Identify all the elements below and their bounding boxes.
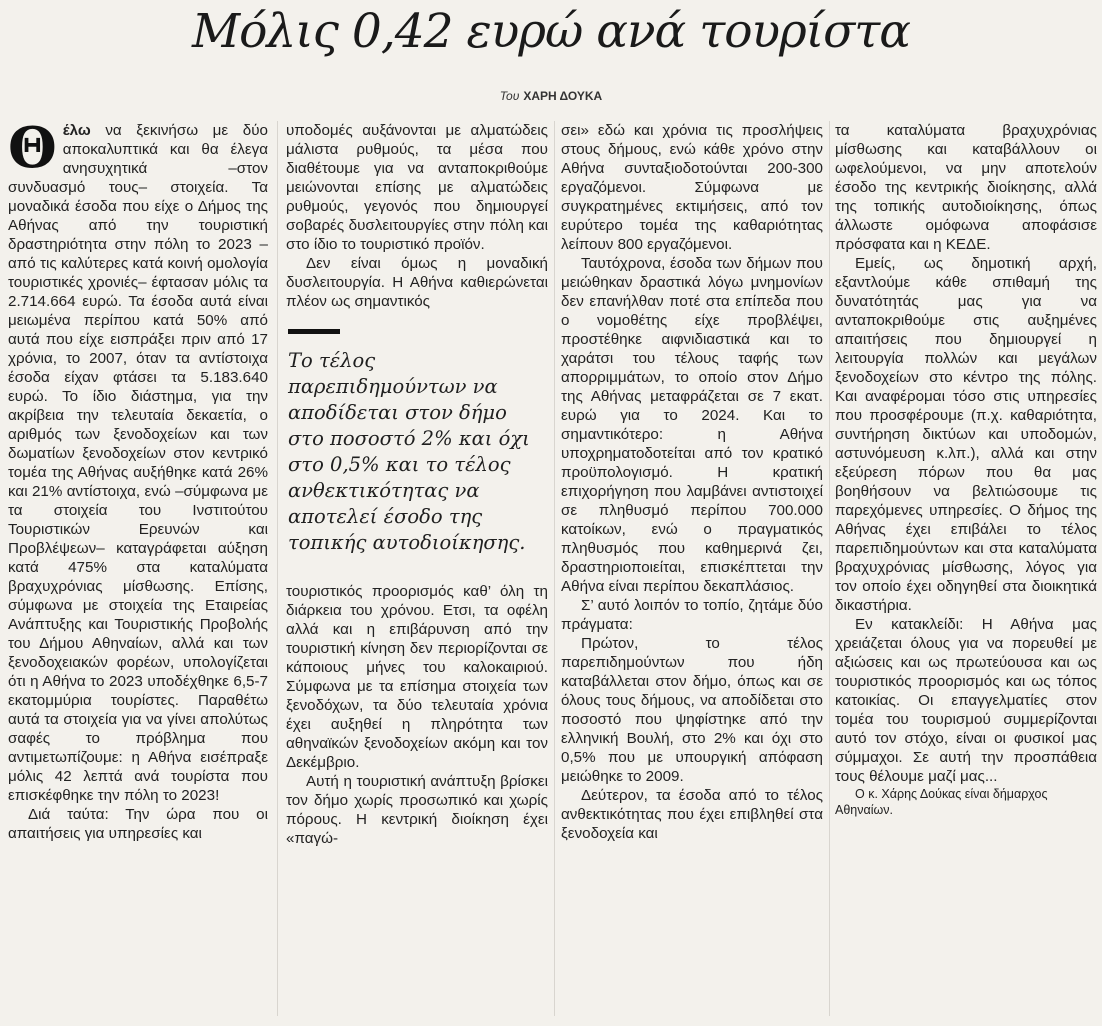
byline-prefix: Του — [499, 89, 520, 103]
article-paragraph — [8, 115, 268, 805]
article-column-2 — [286, 121, 548, 1021]
article-paragraph: Δεύτερον, τα έσοδα από το τέλος ανθεκτικότητας που έχει επιβληθεί στα ξενοδοχεία και — [561, 787, 823, 842]
article-paragraph: Εμείς, ως δημοτική αρχή, εξαντλούμε κάθε σπιθαμή της δυνατότητάς μας για να ανταποκριθούμε στις αυξημένες απαιτήσεις που δημιουργεί η λειτουργία πολλών και μεγάλων ξενοδοχείων στο κέντρο της πόλης. Και αναφέρομαι τόσο στις υπηρεσίες που προσφέρουμε (π.χ. καθαριότητα, συντήρηση δικτύων και υποδομών, αστυνόμευση κ.λπ.), αλλά και στην εξεύρεση πόρων που θα μας βοηθήσουν να βελτιώσουμε τις παρεχόμενες υπηρεσίες. Ο δήμος της Αθήνας έχει επιβάλει το τέλος παρεπιδημούντων και στα καταλύματα βραχυχρόνιας μίσθωσης, λόγος για τον οποίο έχει οδηγηθεί στα διοικητικά δικαστήρια. — [835, 255, 1097, 614]
article-paragraph: υποδομές αυξάνονται με αλματώδεις μάλιστα ρυθμούς, τα μέσα που διαθέτουμε για να ανταποκριθούμε μειώνονται επίσης με αλματώδεις ρυθμούς, γεγονός που δημιουργεί σοβαρές δυσλειτουργίες στην πόλη και στο ίδιο το τουριστικό προϊόν. — [286, 122, 548, 253]
article-paragraph: Ταυτόχρονα, έσοδα των δήμων που μειώθηκαν δραστικά λόγω μνημονίων δεν επανήλθαν ποτέ στα επίπεδα που ο νομοθέτης είχε προβλέψει, προστέθηκε αιφνιδιαστικά και το χαράτσι του τέλους ταφής των απορριμμάτων, το οποίο στον Δήμο της Αθήνας μεταφράζεται σε 7 εκατ. ευρώ για το 2024. Και το σημαντικότερο: η Αθήνα υποχρηματοδοτείται από τον κρατικό προϋπολογισμό. Η κρατική επιχορήγηση που λαμβάνει αντιστοιχεί σε πληθυσμό περίπου 700.000 κατοίκων, ενώ ο πραγματικός πληθυσμός που καθημερινά ζει, δραστηριοποιείται, επισκέπτεται την Αθήνα είναι περίπου δεκαπλάσιος. — [561, 255, 823, 595]
article-paragraph: Σ’ αυτό λοιπόν το τοπίο, ζητάμε δύο πράγματα: — [561, 597, 823, 633]
author-bio: Ο κ. Χάρης Δούκας είναι δήμαρχος Αθηναίων. — [835, 787, 1048, 817]
headline: Μόλις 0,42 ευρώ ανά τουρίστα — [192, 4, 910, 59]
column-divider — [829, 121, 830, 1016]
article-column-4 — [835, 121, 1097, 1021]
column-divider — [554, 121, 555, 1016]
pull-quote-rule — [288, 329, 340, 334]
article-paragraph: Αυτή η τουριστική ανάπτυξη βρίσκει τον δήμο χωρίς προσωπικό και χωρίς πόρους. Η κεντρική διοίκηση έχει «παγώ- — [286, 773, 548, 847]
drop-cap: Θ — [8, 115, 57, 181]
paragraph-text: να ξεκινήσω με δύο αποκαλυπτικά και θα έλεγα ανησυχητικά –στον συνδυασμό τους– στοιχεία. Τα μοναδικά έσοδα που είχε ο Δήμος της Αθήνας από την τουριστική δραστηριότητα στην πόλη το 2023 –από τις καλύτερες κατά κοινή ομολογία τουριστικές χρονιές– έφτασαν μόλις τα 2.714.664 ευρώ. Τα έσοδα αυτά είναι μειωμένα περίπου κατά 50% από αυτά που είχε εισπράξει πριν από 17 χρόνια, το 2007, όταν τα αντίστοιχα έσοδα είχαν φτάσει τα 5.183.640 ευρώ. Το ίδιο διάστημα, για την ακρίβεια την τελευταία δεκαετία, ο αριθμός των ξενοδοχείων και των δωματίων ξενοδοχείων στον κεντρικό τομέα της Αθήνας αυξήθηκε κατά 26% και 21% αντίστοιχα, ενώ –σύμφωνα με τα στοιχεία του Ινστιτούτου Τουριστικών Ερευνών και Προβλέψεων– καταγράφεται αύξηση κατά 475% στα καταλύματα βραχυχρόνιας μίσθωσης. Επίσης, σύμφωνα με στοιχεία της Εταιρείας Ανάπτυξης και Τουριστικής Προβολής του Δήμου Αθηναίων, αλλά και των ξενοδοχειακών φορέων, υπολογίζεται ότι η Αθήνα το 2023 υποδέχθηκε 6,5-7 εκατομμύρια τουρίστες. Παραθέτω αυτά τα στοιχεία για να γίνει απολύτως σαφές το πρόβλημα που αντιμετωπίζουμε: η Αθήνα εισέπραξε μόλις 42 λεπτά ανά τουρίστα που επισκέφθηκε την πόλη το 2023! — [8, 122, 268, 804]
byline — [0, 89, 1102, 103]
lead-in-word: έλω — [62, 122, 91, 139]
pull-quote: Το τέλος παρεπιδημούντων να αποδίδεται στον δήμο στο ποσοστό 2% και όχι στο 0,5% και το τέλος ανθεκτικότητας να αποτελεί έσοδο της τοπικής αυτοδιοίκησης. — [288, 349, 530, 554]
article-paragraph: Πρώτον, το τέλος παρεπιδημούντων που ήδη καταβάλλεται στον δήμο, όπως και σε όλους τους δήμους, να αποδίδεται στο ποσοστό που ψηφίστηκε από την ελληνική Βουλή, στο 2% και όχι στο 0,5% που με υπουργική απόφαση μειώθηκε το 2009. — [561, 635, 823, 785]
article-paragraph: Δεν είναι όμως η μοναδική δυσλειτουργία. Η Αθήνα καθιερώνεται πλέον ως σημαντικός — [286, 255, 548, 310]
article-column-1 — [8, 115, 268, 1021]
byline-author: ΧΑΡΗ ΔΟΥΚΑ — [523, 89, 603, 103]
article-paragraph: Εν κατακλείδι: Η Αθήνα μας χρειάζεται όλους για να πορευθεί με αξιώσεις και ως πρωτεύουσα και ως τουριστικός προορισμός και ως τόπος κατοικίας. Οι επαγγελματίες στον τομέα του τουρισμού συμμερίζονται αυτό τον στόχο, είναι οι φυσικοί μας σύμμαχοι. Σε αυτή την προσπάθεια τους θέλουμε μαζί μας... — [835, 616, 1097, 785]
article-paragraph: τα καταλύματα βραχυχρόνιας μίσθωσης και καταβάλλουν οι ωφελούμενοι, να μην αποτελούν έσοδο της κεντρικής διοίκησης, αλλά της τοπικής αυτοδιοίκησης, όπως άλλωστε ομόφωνα αποφάσισε πρόσφατα και η ΚΕΔΕ. — [835, 122, 1097, 253]
column-divider — [277, 121, 278, 1016]
article-column-3 — [561, 121, 823, 1021]
article-paragraph: τουριστικός προορισμός καθ’ όλη τη διάρκεια του χρόνου. Ετσι, τα οφέλη αλλά και η επιβάρυνση από την τουριστική κίνηση δεν περιορίζονται σε κάποιους μήνες του καλοκαιριού. Σύμφωνα με τα επίσημα στοιχεία των ξενοδόχων, τα δύο τελευταία χρόνια έχει αυξηθεί η πληρότητα των αθηναϊκών ξενοδοχείων ακόμη και τον Δεκέμβριο. — [286, 583, 548, 771]
article-paragraph: σει» εδώ και χρόνια τις προσλήψεις στους δήμους, ενώ κάθε χρόνο στην Αθήνα συνταξιοδοτούνται 200-300 εργαζόμενοι. Σύμφωνα με συγκρατημένες εκτιμήσεις, από τον ευρύτερο τομέα της καθαριότητας λείπουν 800 εργαζόμενοι. — [561, 122, 823, 253]
article-paragraph: Διά ταύτα: Την ώρα που οι απαιτήσεις για υπηρεσίες και — [8, 806, 268, 842]
